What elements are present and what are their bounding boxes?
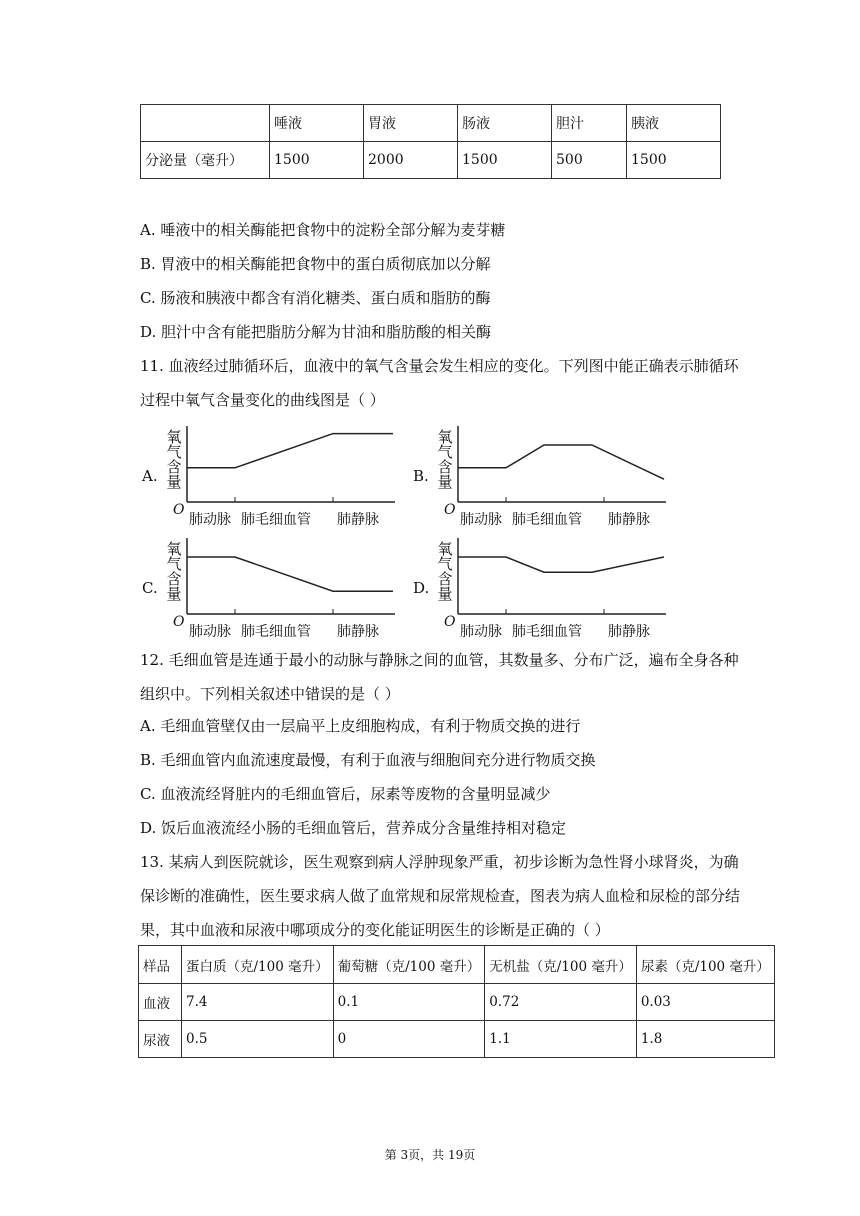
graph-c-letter: C. [142,579,158,597]
q10-option-a: A. 唾液中的相关酶能把食物中的淀粉全部分解为麦芽糖 [140,221,506,239]
y-axis-label-char: 含 [166,570,182,588]
origin-label: O [444,502,456,518]
q12-option-a: A. 毛细血管壁仅由一层扁平上皮细胞构成，有利于物质交换的进行 [140,717,581,735]
q13-stem-line3: 果，其中血液和尿液中哪项成分的变化能证明医生的诊断是正确的（ ） [140,921,610,939]
table-header-row [139,946,775,984]
table-row-label: 分泌量（毫升） [141,142,270,179]
q12-option-d: D. 饭后血液流经小肠的毛细血管后，营养成分含量维持相对稳定 [140,819,567,837]
x-axis-label: 肺动脉 [460,624,502,640]
y-axis-label-char: 含 [166,458,182,476]
table-cell: 0.72 [485,984,637,1021]
table-cell: 血液 [139,984,182,1021]
x-axis-label: 肺毛细血管 [241,624,311,640]
graph-plot [165,424,415,514]
q12-option-b: B. 毛细血管内血流速度最慢，有利于血液与细胞间充分进行物质交换 [140,751,596,769]
graph-a [165,424,415,530]
table-header-cell [141,105,270,142]
q10-option-c: C. 肠液和胰液中都含有消化糖类、蛋白质和脂肪的酶 [140,289,491,307]
x-axis-label: 肺静脉 [337,512,379,528]
x-axis-label: 肺毛细血管 [512,624,582,640]
y-axis-label-char: 含 [437,570,453,588]
table-cell: 2000 [364,142,458,179]
y-axis-label-char: 气 [166,555,182,573]
x-axis-label: 肺静脉 [608,512,650,528]
y-axis-label-char: 气 [166,443,182,461]
x-axis-label: 肺动脉 [189,512,231,528]
oxygen-curve [458,557,664,572]
x-axis-label: 肺毛细血管 [241,512,311,528]
y-axis-label-char: 量 [166,473,182,491]
y-axis-label-char: 气 [437,443,453,461]
q13-stem-line2: 保诊断的准确性，医生要求病人做了血常规和尿常规检查，图表为病人血检和尿检的部分结 [140,887,741,905]
table-cell: 1500 [458,142,552,179]
y-axis-label-char: 含 [437,458,453,476]
table-cell: 1500 [627,142,721,179]
graph-b-letter: B. [413,467,429,485]
q10-option-b: B. 胃液中的相关酶能把食物中的蛋白质彻底加以分解 [140,255,491,273]
table-header-cell: 唾液 [270,105,364,142]
oxygen-curve [187,557,393,591]
table-header-cell: 胃液 [364,105,458,142]
table-cell: 0 [333,1021,485,1058]
graph-plot [436,536,686,626]
table-header-cell: 尿素（克/100 毫升） [636,946,774,984]
x-axis-label: 肺动脉 [460,512,502,528]
graph-c [165,536,415,642]
table-header-cell: 样品 [139,946,182,984]
q11-stem-line1: 11. 血液经过肺循环后，血液中的氧气含量会发生相应的变化。下列图中能正确表示肺循环 [140,357,739,375]
origin-label: O [444,614,456,630]
q12-stem-line2: 组织中。下列相关叙述中错误的是（ ） [140,685,400,703]
y-axis-label-char: 气 [437,555,453,573]
x-axis-label: 肺动脉 [189,624,231,640]
q12-stem-line1: 12. 毛细血管是连通于最小的动脉与静脉之间的血管，其数量多、分布广泛，遍布全身各种 [140,651,739,669]
table-header-cell: 胆汁 [552,105,627,142]
q10-option-d: D. 胆汁中含有能把脂肪分解为甘油和脂肪酸的相关酶 [140,323,492,341]
table-cell: 0.5 [182,1021,334,1058]
origin-label: O [173,614,185,630]
table-header-cell: 肠液 [458,105,552,142]
graph-b [436,424,686,530]
graph-plot [165,536,415,626]
table-row [141,142,721,179]
x-axis-label: 肺静脉 [337,624,379,640]
y-axis-label-char: 量 [437,585,453,603]
q11-stem-line2: 过程中氧气含量变化的曲线图是（ ） [140,391,385,409]
table-row [139,1021,775,1058]
x-axis-label: 肺静脉 [608,624,650,640]
blood-urine-table [138,945,775,1058]
table-cell: 1.8 [636,1021,774,1058]
table-cell: 尿液 [139,1021,182,1058]
secretion-table [140,104,721,179]
y-axis-label-char: 氧 [166,540,182,558]
oxygen-curve [187,434,393,468]
q12-option-c: C. 血液流经肾脏内的毛细血管后，尿素等废物的含量明显减少 [140,785,551,803]
origin-label: O [173,502,185,518]
oxygen-curve [458,445,664,479]
y-axis-label-char: 氧 [437,540,453,558]
page-footer: 第 3页，共 19页 [384,1148,476,1162]
table-header-row [141,105,721,142]
table-cell: 0.1 [333,984,485,1021]
table-header-cell: 无机盐（克/100 毫升） [485,946,637,984]
table-cell: 1500 [270,142,364,179]
table-cell: 1.1 [485,1021,637,1058]
table-header-cell: 胰液 [627,105,721,142]
graph-plot [436,424,686,514]
x-axis-label: 肺毛细血管 [512,512,582,528]
table-header-cell: 葡萄糖（克/100 毫升） [333,946,485,984]
y-axis-label-char: 量 [437,473,453,491]
table-cell: 0.03 [636,984,774,1021]
q13-stem-line1: 13. 某病人到医院就诊，医生观察到病人浮肿现象严重，初步诊断为急性肾小球肾炎，为确 [140,853,739,871]
table-cell: 500 [552,142,627,179]
graph-d [436,536,686,642]
table-header-cell: 蛋白质（克/100 毫升） [182,946,334,984]
table-cell: 7.4 [182,984,334,1021]
y-axis-label-char: 氧 [437,428,453,446]
graph-d-letter: D. [413,579,430,597]
table-row [139,984,775,1021]
graph-a-letter: A. [142,467,158,485]
y-axis-label-char: 量 [166,585,182,603]
y-axis-label-char: 氧 [166,428,182,446]
